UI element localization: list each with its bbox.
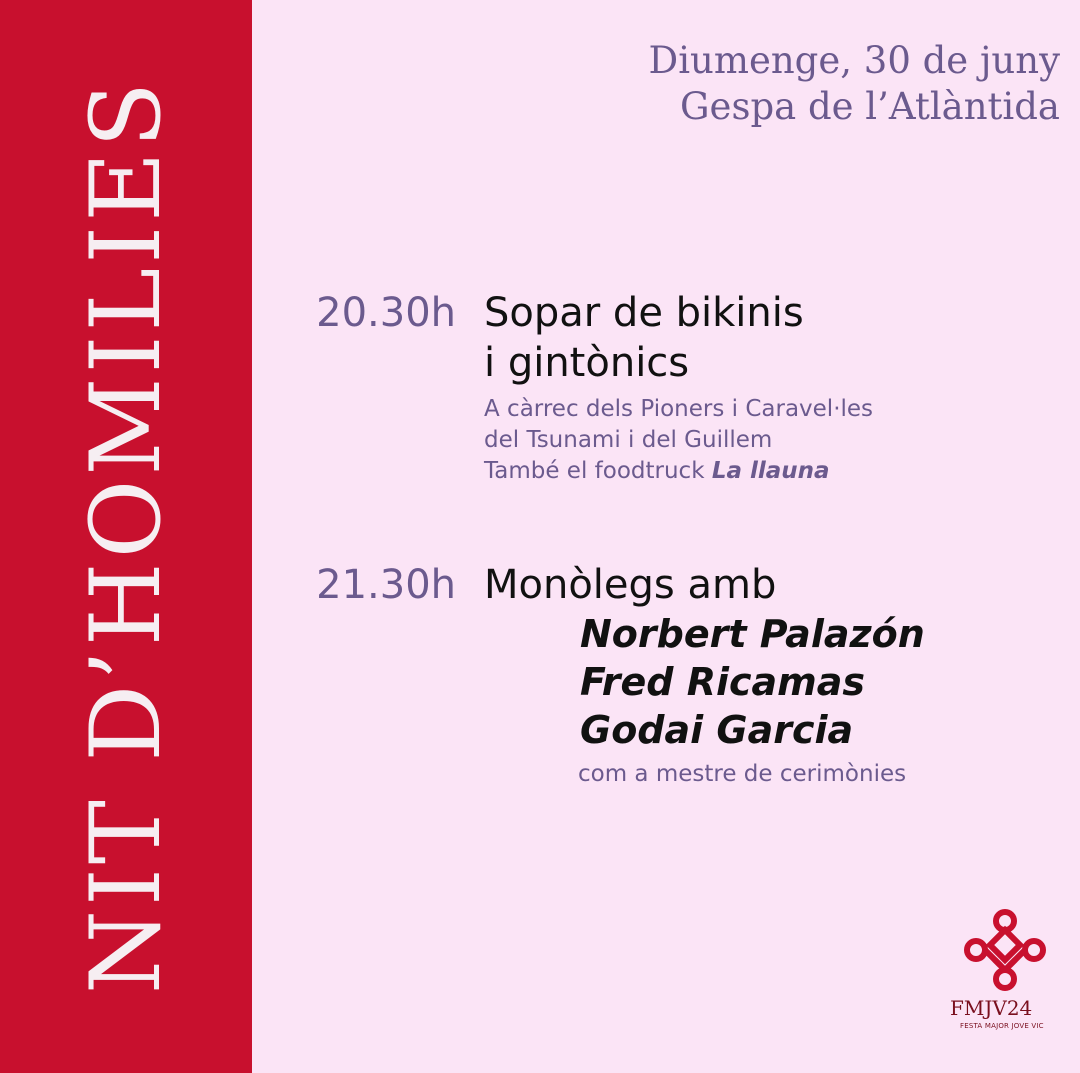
fmjv-logo	[950, 905, 1060, 1045]
event-venue: Gespa de l’Atlàntida	[680, 85, 1060, 128]
event-title-line: Sopar de bikinis	[484, 290, 804, 336]
event-detail-line: del Tsunami i del Guillem	[484, 427, 773, 453]
event-detail-line: A càrrec dels Pioners i Caravel·les	[484, 396, 874, 422]
event-details	[484, 394, 873, 487]
vertical-title: NIT D’HOMILIES	[70, 77, 182, 995]
event-time: 20.30h	[316, 290, 456, 336]
detail-prefix: També el foodtruck	[484, 458, 712, 484]
event-header	[649, 38, 1060, 130]
foodtruck-name: La llauna	[711, 458, 830, 484]
performer-list	[580, 610, 925, 754]
event-time: 21.30h	[316, 562, 456, 608]
knot-emblem-icon	[960, 905, 1050, 995]
event-title-line: i gintònics	[484, 340, 690, 386]
event-title	[484, 288, 804, 388]
logo-tagline: FESTA MAJOR JOVE VIC	[960, 1022, 1044, 1030]
performer-name: Godai Garcia	[580, 708, 854, 752]
event-title: Monòlegs amb	[484, 562, 777, 608]
event-date: Diumenge, 30 de juny	[648, 39, 1060, 82]
performer-name: Norbert Palazón	[580, 612, 925, 656]
event-detail-line: com a mestre de cerimònies	[578, 761, 907, 787]
logo-wordmark: FMJV24	[950, 996, 1033, 1020]
event-detail-line	[484, 456, 873, 487]
performer-name: Fred Ricamas	[580, 660, 866, 704]
title-sidebar	[0, 0, 252, 1073]
